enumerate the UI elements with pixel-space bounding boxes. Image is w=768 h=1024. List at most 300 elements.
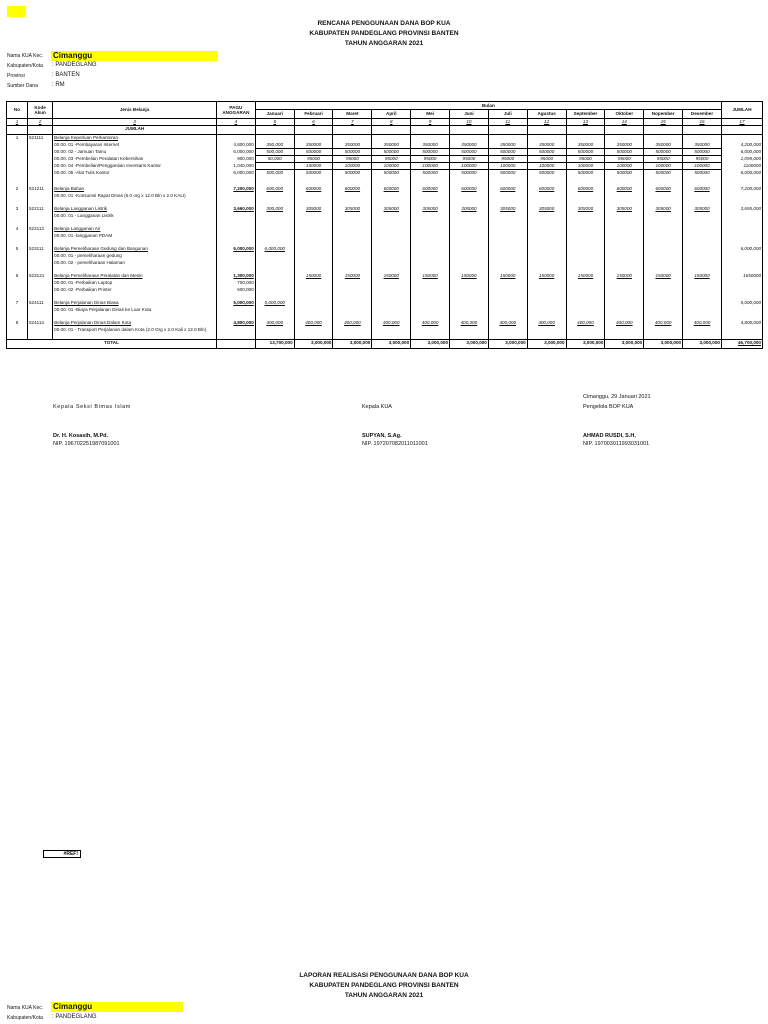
table-cell	[566, 177, 605, 186]
pagu-value: 4,800,000	[216, 320, 255, 327]
table-row	[7, 273, 763, 280]
item-pagu	[216, 307, 255, 314]
table-row	[7, 170, 763, 177]
row-no: 7	[7, 300, 28, 307]
month-value	[566, 253, 605, 260]
month-value	[333, 300, 372, 307]
table-cell	[7, 327, 28, 334]
month-value	[527, 307, 566, 314]
month-value: 305000	[411, 206, 450, 213]
row-no: 6	[7, 273, 28, 280]
month-value	[605, 233, 644, 240]
month-value: 100000	[488, 163, 527, 170]
item-pagu: 700,000	[216, 280, 255, 287]
month-value: 500000	[605, 149, 644, 156]
table-cell	[7, 149, 28, 156]
month-value: 50,000	[255, 156, 294, 163]
table-cell	[27, 177, 52, 186]
item-total	[721, 280, 762, 287]
month-value: 500000	[411, 170, 450, 177]
report-title-2: KABUPATEN PANDEGLANG PROVINSI BANTEN	[309, 30, 459, 37]
month-value	[372, 135, 411, 142]
signature-mid-name: SUPYAN, S.Ag.	[362, 433, 402, 439]
month-value	[372, 307, 411, 314]
month-value	[644, 280, 683, 287]
item-pagu	[216, 327, 255, 334]
month-value: 350000	[372, 142, 411, 149]
column-number: 11	[488, 119, 527, 126]
total-month-value: 13,700,000	[255, 340, 294, 349]
item-name: 00.00. 02 - pemeliharaan Halaman	[53, 260, 217, 267]
table-cell	[7, 213, 28, 220]
month-value	[411, 327, 450, 334]
month-value	[411, 287, 450, 294]
month-value	[683, 213, 722, 220]
column-number: 6	[294, 119, 333, 126]
table-cell	[7, 253, 28, 260]
item-total: 1100000	[721, 163, 762, 170]
month-value	[644, 260, 683, 267]
month-value	[683, 246, 722, 253]
month-value	[566, 287, 605, 294]
column-number: 12	[527, 119, 566, 126]
month-value: 350000	[527, 142, 566, 149]
header-month-4: April	[372, 110, 411, 119]
month-value	[294, 327, 333, 334]
month-value	[488, 253, 527, 260]
row-total: 1650000	[721, 273, 762, 280]
pagu-value	[216, 135, 255, 142]
month-value	[333, 327, 372, 334]
item-name: 00.00. 01 -langganan PDAM	[53, 233, 217, 240]
pagu-value	[216, 226, 255, 233]
month-value	[372, 280, 411, 287]
item-name: 00.00. 01 -Biaya Perjalanan Dinas ke Luar Kota	[53, 307, 217, 314]
month-value	[488, 233, 527, 240]
header-no: No	[7, 102, 28, 119]
month-value: 500000	[411, 149, 450, 156]
month-value: 500,000	[255, 149, 294, 156]
total-month-value: 3,000,000	[411, 340, 450, 349]
month-value	[411, 300, 450, 307]
month-value: 350000	[683, 142, 722, 149]
item-total	[721, 307, 762, 314]
month-value: 305000	[527, 206, 566, 213]
month-value	[527, 260, 566, 267]
month-value	[294, 193, 333, 200]
item-pagu	[216, 260, 255, 267]
month-value	[644, 300, 683, 307]
month-value: 100000	[527, 163, 566, 170]
month-value: 305000	[333, 206, 372, 213]
month-value	[683, 253, 722, 260]
month-value	[644, 253, 683, 260]
table-cell	[7, 307, 28, 314]
month-value: 5,000,000	[255, 300, 294, 307]
footer-title-3: TAHUN ANGGARAN 2021	[344, 992, 424, 999]
month-value	[450, 246, 489, 253]
header-month-5: Mei	[411, 110, 450, 119]
month-value	[605, 287, 644, 294]
month-value	[527, 226, 566, 233]
footer-title-1: LAPORAN REALISASI PENGGUNAAN DANA BOP KUA	[299, 972, 469, 979]
table-cell	[372, 177, 411, 186]
month-value	[527, 246, 566, 253]
column-number: 4	[216, 119, 255, 126]
signature-left-name: Dr. H. Kosasih, M.Pd.	[53, 433, 109, 439]
month-value	[527, 327, 566, 334]
month-value	[488, 280, 527, 287]
column-number: 5	[255, 119, 294, 126]
month-value: 150000	[450, 273, 489, 280]
row-no: 2	[7, 186, 28, 193]
month-value	[527, 300, 566, 307]
month-value: 150000	[411, 273, 450, 280]
month-value: 150000	[294, 273, 333, 280]
month-value	[566, 307, 605, 314]
table-cell	[7, 142, 28, 149]
expense-title: Belanja Pemeliharaan Peralatan dan Mesin	[53, 273, 217, 280]
month-value	[255, 135, 294, 142]
month-value: 95000	[450, 156, 489, 163]
table-cell	[333, 177, 372, 186]
account-code: 524113	[27, 320, 52, 327]
month-value	[566, 300, 605, 307]
month-value: 400,000	[255, 320, 294, 327]
item-pagu: 900,000	[216, 156, 255, 163]
table-cell	[7, 170, 28, 177]
item-name: 00.00. 04 -Pembelian/Penggantian Inventaris Kantor	[53, 163, 217, 170]
month-value: 500000	[488, 170, 527, 177]
month-value	[566, 280, 605, 287]
signature-right-nip: NIP. 197003011993031001	[583, 441, 650, 447]
footer-meta-value-kua: Cimanggu	[51, 1002, 183, 1012]
table-row	[7, 206, 763, 213]
account-code: 522113	[27, 226, 52, 233]
row-no: 4	[7, 226, 28, 233]
table-cell	[721, 177, 762, 186]
month-value	[488, 300, 527, 307]
item-pagu	[216, 213, 255, 220]
header-month-3: Maret	[333, 110, 372, 119]
month-value: 100000	[294, 163, 333, 170]
item-name: 00.00. 01 - Transport Perjalanan dalam Kota (2.0 Org x 2.0 Kali x 12.0 Bln)	[53, 327, 217, 334]
header-month-10: Oktober	[605, 110, 644, 119]
month-value	[450, 213, 489, 220]
month-value: 400,000	[644, 320, 683, 327]
month-value: 305000	[566, 206, 605, 213]
month-value	[294, 307, 333, 314]
item-pagu	[216, 253, 255, 260]
month-value: 350000	[294, 142, 333, 149]
month-value	[683, 135, 722, 142]
month-value: 305000	[450, 206, 489, 213]
month-value: 500000	[450, 149, 489, 156]
month-value	[683, 327, 722, 334]
table-cell	[7, 260, 28, 267]
table-cell	[27, 307, 52, 314]
header-month-12: Desember	[683, 110, 722, 119]
footer-meta-value-kab: : PANDEGLANG	[52, 1014, 97, 1020]
column-number: 16	[683, 119, 722, 126]
report-title-3: TAHUN ANGGARAN 2021	[344, 40, 424, 47]
table-row	[7, 287, 763, 294]
month-value	[411, 135, 450, 142]
signature-right-name: AHMAD RUSDI, S.H.	[583, 433, 636, 439]
item-pagu: 600,000	[216, 287, 255, 294]
table-row	[7, 177, 763, 186]
table-row	[7, 300, 763, 307]
total-month-value: 3,000,000	[527, 340, 566, 349]
expense-title: Belanja Keperluan Perkantoran	[53, 135, 217, 142]
month-value: 500,000	[255, 170, 294, 177]
month-value: 150000	[683, 273, 722, 280]
table-cell	[7, 163, 28, 170]
month-value: 95000	[411, 156, 450, 163]
table-cell	[27, 233, 52, 240]
expense-title: Belanja Langganan Listrik	[53, 206, 217, 213]
row-total: 4,800,000	[721, 320, 762, 327]
month-value	[255, 327, 294, 334]
month-value	[605, 226, 644, 233]
account-code: 522111	[27, 206, 52, 213]
month-value: 500000	[527, 149, 566, 156]
month-value	[527, 280, 566, 287]
row-no: 3	[7, 206, 28, 213]
table-row	[7, 320, 763, 327]
table-cell	[7, 193, 28, 200]
month-value	[605, 327, 644, 334]
month-value	[294, 253, 333, 260]
pagu-value: 3,660,000	[216, 206, 255, 213]
month-value	[450, 135, 489, 142]
table-row	[7, 186, 763, 193]
month-value	[683, 307, 722, 314]
month-value: 500000	[644, 170, 683, 177]
table-row	[7, 246, 763, 253]
month-value: 500000	[372, 170, 411, 177]
month-value	[566, 260, 605, 267]
item-name: 00.00. 02 -Perbaikan Printer	[53, 287, 217, 294]
footer-title-2: KABUPATEN PANDEGLANG PROVINSI BANTEN	[309, 982, 459, 989]
meta-label-dana: Sumber Dana	[7, 83, 38, 89]
row-total	[721, 226, 762, 233]
month-value	[644, 193, 683, 200]
month-value	[566, 233, 605, 240]
month-value	[372, 226, 411, 233]
item-total: 1,095,000	[721, 156, 762, 163]
month-value: 400,000	[527, 320, 566, 327]
item-name: 00.00. 03 -Pembelian Peralatan Kebersihan	[53, 156, 217, 163]
column-number: 15	[644, 119, 683, 126]
month-value	[488, 307, 527, 314]
month-value	[566, 135, 605, 142]
month-value	[411, 193, 450, 200]
table-row	[7, 307, 763, 314]
month-value	[333, 135, 372, 142]
header-month-8: Agustus	[527, 110, 566, 119]
month-value	[372, 246, 411, 253]
month-value	[605, 280, 644, 287]
month-value: 400,000	[372, 320, 411, 327]
month-value	[255, 280, 294, 287]
table-cell	[27, 142, 52, 149]
table-cell	[27, 156, 52, 163]
month-value	[294, 135, 333, 142]
month-value	[605, 246, 644, 253]
table-cell	[27, 280, 52, 287]
table-row	[7, 340, 763, 349]
item-total	[721, 213, 762, 220]
month-value	[411, 280, 450, 287]
column-number: 2	[27, 119, 52, 126]
month-value	[294, 246, 333, 253]
month-value	[411, 260, 450, 267]
month-value: 150000	[333, 273, 372, 280]
table-cell	[27, 193, 52, 200]
table-row	[7, 156, 763, 163]
table-cell	[27, 170, 52, 177]
month-value	[488, 246, 527, 253]
table-row	[7, 253, 763, 260]
month-value	[450, 193, 489, 200]
month-value	[605, 260, 644, 267]
row-no: 1	[7, 135, 28, 142]
month-value	[683, 233, 722, 240]
month-value	[644, 233, 683, 240]
total-month-value: 3,000,000	[605, 340, 644, 349]
pagu-value: 7,200,000	[216, 186, 255, 193]
month-value: 150000	[527, 273, 566, 280]
header-month-1: Januari	[255, 110, 294, 119]
item-name: 00.00. 05 -Alat Tulis Kantor	[53, 170, 217, 177]
month-value: 600000	[644, 186, 683, 193]
table-cell	[27, 260, 52, 267]
meta-label-kab: Kabupaten/Kota	[7, 63, 43, 69]
month-value	[644, 287, 683, 294]
table-cell	[7, 233, 28, 240]
month-value: 300,000	[255, 206, 294, 213]
table-cell	[411, 177, 450, 186]
month-value	[294, 233, 333, 240]
month-value: 350,000	[255, 142, 294, 149]
month-value	[450, 233, 489, 240]
header-month-6: Juni	[450, 110, 489, 119]
item-total	[721, 193, 762, 200]
month-value: 600000	[450, 186, 489, 193]
month-value	[411, 246, 450, 253]
table-cell	[605, 177, 644, 186]
header-month-2: Februari	[294, 110, 333, 119]
item-total	[721, 287, 762, 294]
month-value: 500000	[333, 170, 372, 177]
month-value: 600000	[294, 186, 333, 193]
column-number: 14	[605, 119, 644, 126]
month-value	[450, 260, 489, 267]
pagu-value: 5,000,000	[216, 300, 255, 307]
month-value: 600,000	[255, 186, 294, 193]
footer-meta-label-kua: Nama KUA Kec.	[7, 1005, 44, 1011]
month-value	[527, 253, 566, 260]
total-pagu	[216, 340, 255, 349]
month-value: 500000	[488, 149, 527, 156]
item-pagu	[216, 193, 255, 200]
table-cell	[27, 213, 52, 220]
item-name: 00.00. 01 -Perbaikan Laptop	[53, 280, 217, 287]
table-cell	[7, 156, 28, 163]
month-value: 100000	[683, 163, 722, 170]
row-no: 5	[7, 246, 28, 253]
table-cell	[27, 287, 52, 294]
month-value	[333, 287, 372, 294]
header-kode: Kode Akun	[27, 102, 52, 119]
header-pagu: PAGU ANGGARAN	[216, 102, 255, 119]
month-value	[255, 253, 294, 260]
item-pagu: 1,040,000	[216, 163, 255, 170]
table-cell	[644, 177, 683, 186]
month-value: 95000	[644, 156, 683, 163]
column-number: 17	[721, 119, 762, 126]
table-cell	[7, 280, 28, 287]
month-value	[255, 163, 294, 170]
total-month-value: 3,000,000	[488, 340, 527, 349]
table-cell	[27, 163, 52, 170]
month-value: 150000	[605, 273, 644, 280]
month-value	[294, 287, 333, 294]
month-value	[255, 273, 294, 280]
month-value: 305000	[605, 206, 644, 213]
month-value: 500000	[566, 170, 605, 177]
month-value: 95000	[566, 156, 605, 163]
item-total: 6,000,000	[721, 149, 762, 156]
month-value	[683, 260, 722, 267]
column-number: 3	[53, 119, 217, 126]
expense-title: Belanja Perjalanan Dinas Dalam Kota	[53, 320, 217, 327]
month-value	[372, 213, 411, 220]
month-value: 400,000	[411, 320, 450, 327]
month-value	[411, 233, 450, 240]
table-cell	[27, 149, 52, 156]
month-value: 95000	[333, 156, 372, 163]
item-total: 4,200,000	[721, 142, 762, 149]
table-row	[7, 226, 763, 233]
total-month-value: 3,000,000	[683, 340, 722, 349]
table-row	[7, 193, 763, 200]
month-value: 400,000	[294, 320, 333, 327]
table-cell	[27, 253, 52, 260]
month-value: 6,000,000	[255, 246, 294, 253]
month-value: 100000	[644, 163, 683, 170]
item-name: 00.00. 01 - pemeliharaan gedung	[53, 253, 217, 260]
month-value	[450, 280, 489, 287]
month-value	[450, 327, 489, 334]
item-total	[721, 233, 762, 240]
month-value	[566, 327, 605, 334]
month-value	[566, 246, 605, 253]
total-month-value: 3,000,000	[333, 340, 372, 349]
month-value	[294, 260, 333, 267]
month-value	[644, 226, 683, 233]
month-value: 150000	[372, 273, 411, 280]
jumlah-label: JUMLAH	[53, 126, 217, 135]
month-value: 600000	[333, 186, 372, 193]
table-row	[7, 280, 763, 287]
month-value	[488, 193, 527, 200]
month-value: 500000	[566, 149, 605, 156]
month-value: 500000	[294, 149, 333, 156]
signature-left-nip: NIP. 196702251987091001	[53, 441, 120, 447]
pagu-value: 6,000,000	[216, 246, 255, 253]
